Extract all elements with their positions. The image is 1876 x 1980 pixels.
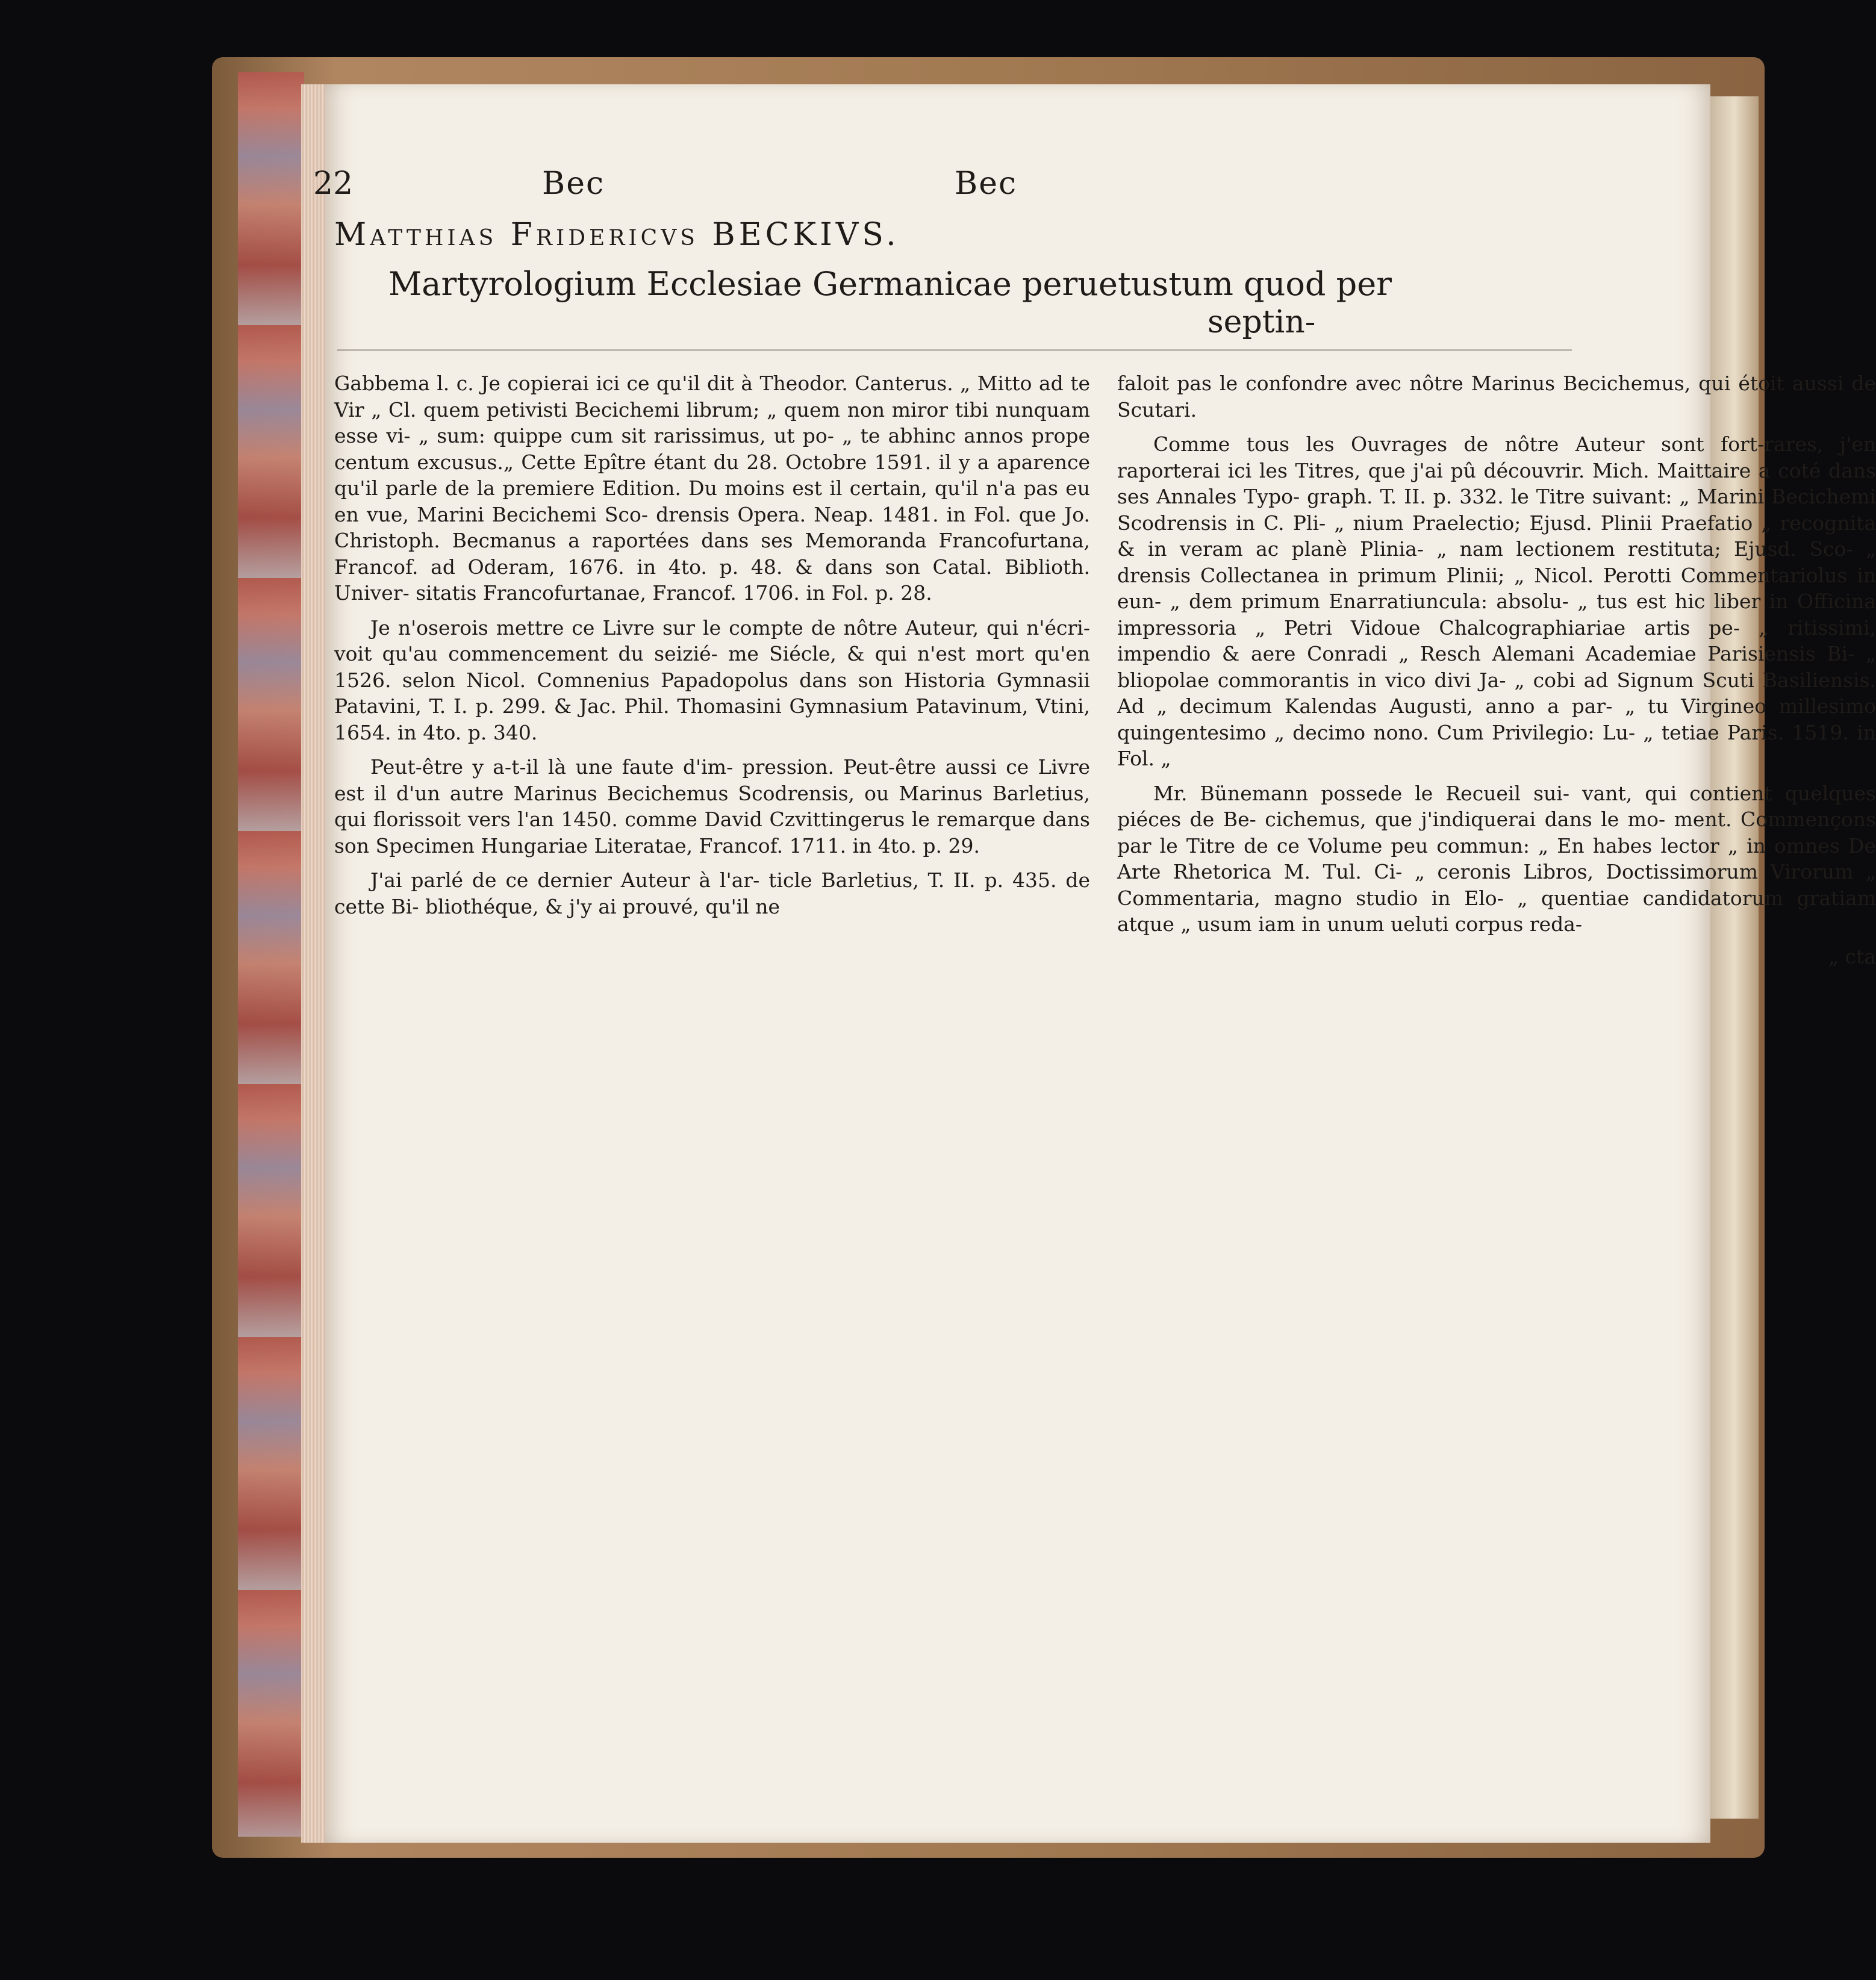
- work-title-continued: septin-: [1208, 304, 1316, 340]
- left-column: [334, 370, 1090, 928]
- first-name: Matthias: [334, 217, 497, 253]
- paragraph: Peut-être y a-t-il là une faute d'im- pression. Peut-être aussi ce Livre est il d'un autre Marinus Becichemus Scodrensis, ou Marinus Barletius, qui florissoit vers l'an 1450. comme David Czvittingerus le remarque dans son Specimen Hungariae Literatae, Francof. 1711. in 4to. p. 29.: [334, 755, 1090, 858]
- running-head-right: Bec: [955, 166, 1018, 202]
- work-title: Martyrologium Ecclesiae Germanicae peruetustum quod per: [388, 265, 1392, 303]
- entry-title-name: [334, 217, 900, 253]
- page-number: 22: [313, 166, 354, 202]
- paragraph: Mr. Bünemann possede le Recueil sui- vant, qui contient quelques piéces de Be- cichemus, que j'indiquerai dans le mo- ment. Commençons par le Titre de ce Volume peu commun: „ En habes lector „ in omnes De Arte Rhetorica M. Tul. Ci- „ ceronis Libros, Doctissimorum Virorum „ Commentaria, magno studio in Elo- „ quentiae candidatorum gratiam atque „ usum iam in unum ueluti corpus reda-: [1117, 781, 1876, 936]
- page-edges-stained: [238, 72, 304, 1837]
- surname: BECKIVS.: [712, 217, 900, 253]
- catchword: „ cta: [1828, 944, 1876, 968]
- page-edges: [301, 84, 325, 1843]
- right-column: [1117, 370, 1876, 978]
- paragraph: Comme tous les Ouvrages de nôtre Auteur sont fort-rares, j'en raporterai ici les Titres, que j'ai pû découvrir. Mich. Maittaire a coté dans ses Annales Typo- graph. T. II. p. 332. le Titre suivant: „ Marini Becichemi Scodrensis in C. Pli- „ nium Praelectio; Ejusd. Plinii Praefatio „ recognita & in veram ac planè Plinia- „ nam lectionem restituta; Ejusd. Sco- „ drensis Collectanea in primum Plinii; „ Nicol. Perotti Commentariolus in eun- „ dem primum Enarratiuncula: absolu- „ tus est hic liber in Officina impressoria „ Petri Vidoue Chalcographiariae artis pe- „ ritissimi, impendio & aere Conradi „ Resch Alemani Academiae Parisiensis Bi- „ bliopolae commorantis in vico divi Ja- „ cobi ad Signum Scuti Basiliensis. Ad „ decimum Kalendas Augusti, anno a par- „ tu Virgineo millesimo quingentesimo „ decimo nono. Cum Privilegio: Lu- „ tetiae Paris. 1519. in Fol. „: [1117, 432, 1876, 770]
- paragraph: faloit pas le confondre avec nôtre Marinus Becichemus, qui étoit aussi de Scutari.: [1117, 372, 1876, 422]
- second-name: Fridericvs: [510, 217, 699, 253]
- running-head-left: Bec: [542, 166, 605, 202]
- paragraph: Gabbema l. c. Je copierai ici ce qu'il dit à Theodor. Canterus. „ Mitto ad te Vir „ Cl. quem petivisti Becichemi librum; „ quem non miror tibi nunquam esse vi- „ sum: quippe cum sit rarissimus, ut po- „ te abhinc annos prope centum excusus.„ Cette Epître étant du 28. Octobre 1591. il y a aparence qu'il parle de la premiere Edition. Du moins est il certain, qu'il n'a pas eu en vue, Marini Becichemi Sco- drensis Opera. Neap. 1481. in Fol. que Jo. Christoph. Becmanus a raportées dans ses Memoranda Francofurtana, Francof. ad Oderam, 1676. in 4to. p. 48. & dans son Catal. Biblioth. Univer- sitatis Francofurtanae, Francof. 1706. in Fol. p. 28.: [334, 372, 1090, 605]
- title-divider: [337, 349, 1572, 351]
- paragraph: J'ai parlé de ce dernier Auteur à l'ar- ticle Barletius, T. II. p. 435. de cette Bi- bliothéque, & j'y ai prouvé, qu'il ne: [334, 868, 1090, 918]
- paragraph: Je n'oserois mettre ce Livre sur le compte de nôtre Auteur, qui n'écri- voit qu'au commencement du seizié- me Siécle, & qui n'est mort qu'en 1526. selon Nicol. Comnenius Papadopolus dans son Historia Gymnasii Patavini, T. I. p. 299. & Jac. Phil. Thomasini Gymnasium Patavinum, Vtini, 1654. in 4to. p. 340.: [334, 615, 1090, 744]
